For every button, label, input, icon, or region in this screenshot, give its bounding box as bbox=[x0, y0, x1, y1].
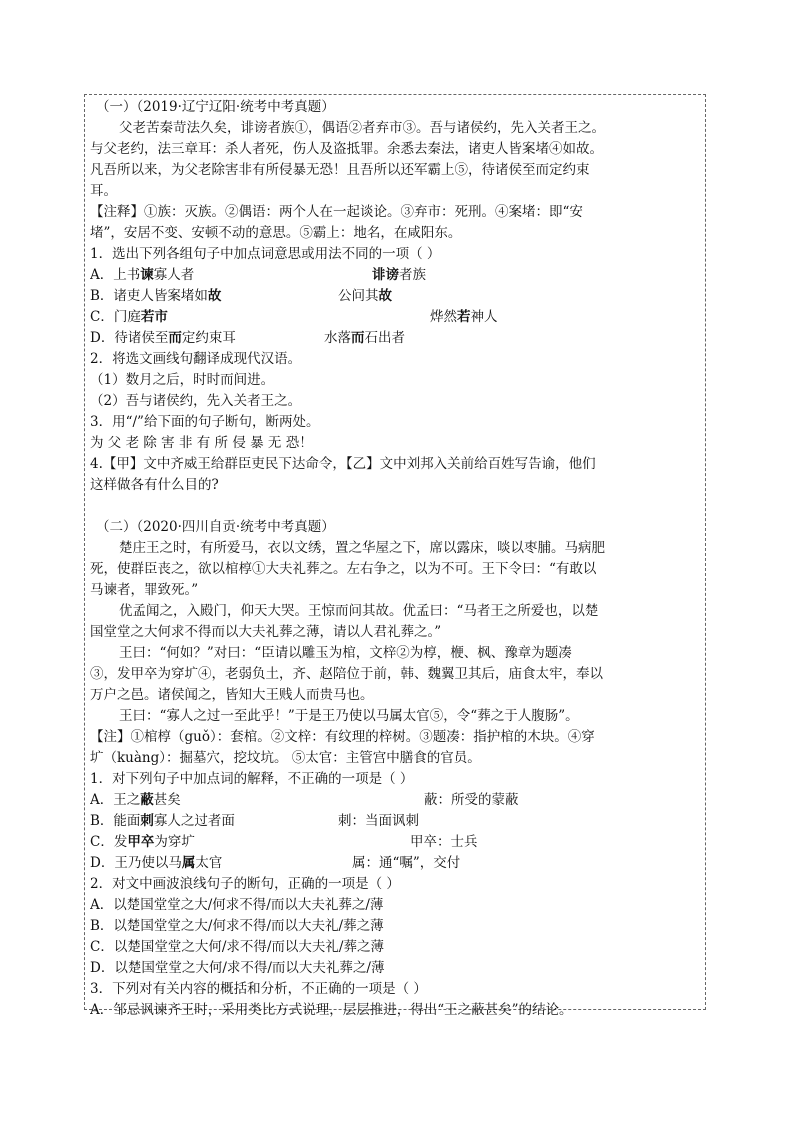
s2-para-line: 马谏者，罪致死。” bbox=[90, 582, 199, 598]
s1-question-4: 4.【甲】文中齐威王给群臣吏民下达命令，【乙】文中刘邦入关前给百姓写告谕，他们 bbox=[90, 456, 596, 472]
section1-heading: （一）（2019·辽宁辽阳·统考中考真题） bbox=[96, 99, 335, 115]
s2-note-line: 圹（kuàng）：掘墓穴，挖坟坑。 ⑤太官：主管宫中膳食的官员。 bbox=[90, 750, 481, 766]
s2-question-3: 3．下列对有关内容的概括和分析，不正确的一项是（ ） bbox=[90, 981, 427, 997]
s2-para-line: 王曰：“何如？”对曰：“臣请以雕玉为棺，文梓②为椁，楩、枫、豫章为题凑 bbox=[119, 645, 572, 661]
s2-note-line: 【注】①棺椁（guǒ）：套棺。②文梓：有纹理的梓树。③题凑：指护棺的木块。④穿 bbox=[90, 729, 595, 745]
s1-question-2: 2．将选文画线句翻译成现代汉语。 bbox=[90, 351, 302, 367]
s1-para-line: 耳。 bbox=[90, 183, 117, 199]
s2-q1-option-d: D．王乃使以马属太官 属：通“嘱”，交付 bbox=[90, 855, 461, 871]
s2-q1-option-c: C．发甲卒为穿圹 甲卒：士兵 bbox=[90, 834, 478, 850]
s1-note-line: 堵”，安居不变、安顿不动的意思。⑤霸上：地名，在咸阳东。 bbox=[90, 225, 462, 241]
s2-q3-option-a: A．邹忌讽谏齐王时，采用类比方式说理，层层推进，得出“王之蔽甚矣”的结论。 bbox=[90, 1002, 573, 1018]
s2-q1-option-b: B．能面刺寡人之过者面 刺：当面讽刺 bbox=[90, 813, 419, 829]
section2-heading: （二）（2020·四川自贡·统考中考真题） bbox=[96, 519, 335, 535]
s1-q2-item-2: （2）吾与诸侯约，先入关者王之。 bbox=[90, 393, 302, 409]
s2-para-line: 优孟闻之，入殿门，仰天大哭。王惊而问其故。优孟曰：“马者王之所爱也，以楚 bbox=[119, 603, 599, 619]
s1-q1-option-c: C．门庭若市 烨然若神人 bbox=[90, 309, 498, 325]
s2-para-line: 楚庄王之时，有所爱马，衣以文绣，置之华屋之下，席以露床，啖以枣脯。马病肥 bbox=[119, 540, 605, 556]
s2-para-line: 王曰：“寡人之过一至此乎！”于是王乃使以马属太官⑤，令“葬之于人腹肠”。 bbox=[119, 708, 579, 724]
s1-para-line: 与父老约，法三章耳：杀人者死，伤人及盗抵罪。余悉去秦法，诸吏人皆案堵④如故。 bbox=[90, 141, 603, 157]
s1-question-1: 1．选出下列各组句子中加点词意思或用法不同的一项（ ） bbox=[90, 246, 441, 262]
s2-q2-option-d: D．以楚国堂堂之大何/求不得/而以大夫礼葬之/薄 bbox=[90, 960, 385, 976]
s1-question-3: 3．用“/”给下面的句子断句，断两处。 bbox=[90, 414, 320, 430]
s2-para-line: 死，使群臣丧之，欲以棺椁①大夫礼葬之。左右争之，以为不可。王下令曰：“有敢以 bbox=[90, 561, 597, 577]
s1-para-line: 凡吾所以来，为父老除害非有所侵暴无恐！且吾所以还军霸上⑤，待诸侯至而定约束 bbox=[90, 162, 590, 178]
s2-q2-option-a: A．以楚国堂堂之大/何求不得/而以大夫礼葬之/薄 bbox=[90, 897, 384, 913]
s1-q1-option-a: A．上书谏寡人者 诽谤者族 bbox=[90, 267, 426, 283]
s2-question-1: 1．对下列句子中加点词的解释，不正确的一项是（ ） bbox=[90, 771, 414, 787]
s1-q3-sentence: 为 父 老 除 害 非 有 所 侵 暴 无 恐！ bbox=[90, 435, 313, 451]
s2-q2-option-b: B．以楚国堂堂之大/何求不得/而以大夫礼/葬之薄 bbox=[90, 918, 384, 934]
s2-para-line: 万户之邑。诸侯闻之，皆知大王贱人而贵马也。 bbox=[90, 687, 374, 703]
s1-note-line: 【注释】①族：灭族。②偶语：两个人在一起谈论。③弃市：死刑。④案堵：即“安 bbox=[90, 204, 583, 220]
s2-q2-option-c: C．以楚国堂堂之大何/求不得/而以大夫礼/葬之薄 bbox=[90, 939, 384, 955]
s1-question-4-cont: 这样做各有什么目的? bbox=[90, 477, 219, 493]
s2-q1-option-a: A．王之蔽甚矣 蔽：所受的蒙蔽 bbox=[90, 792, 519, 808]
s1-q1-option-b: B．诸吏人皆案堵如故 公问其故 bbox=[90, 288, 392, 304]
s2-para-line: ③，发甲卒为穿圹④，老弱负土，齐、赵陪位于前，韩、魏翼卫其后，庙食太牢，奉以 bbox=[90, 666, 603, 682]
s1-para-line: 父老苦秦苛法久矣，诽谤者族①，偶语②者弃市③。吾与诸侯约，先入关者王之。 bbox=[119, 120, 605, 136]
s1-q1-option-d: D．待诸侯至而定约束耳 水落而石出者 bbox=[90, 330, 405, 346]
s2-para-line: 国堂堂之大何求不得而以大夫礼葬之薄，请以人君礼葬之。” bbox=[90, 624, 442, 640]
s1-q2-item-1: （1）数月之后，时时而间进。 bbox=[90, 372, 275, 388]
s2-question-2: 2．对文中画波浪线句子的断句，正确的一项是（ ） bbox=[90, 876, 400, 892]
